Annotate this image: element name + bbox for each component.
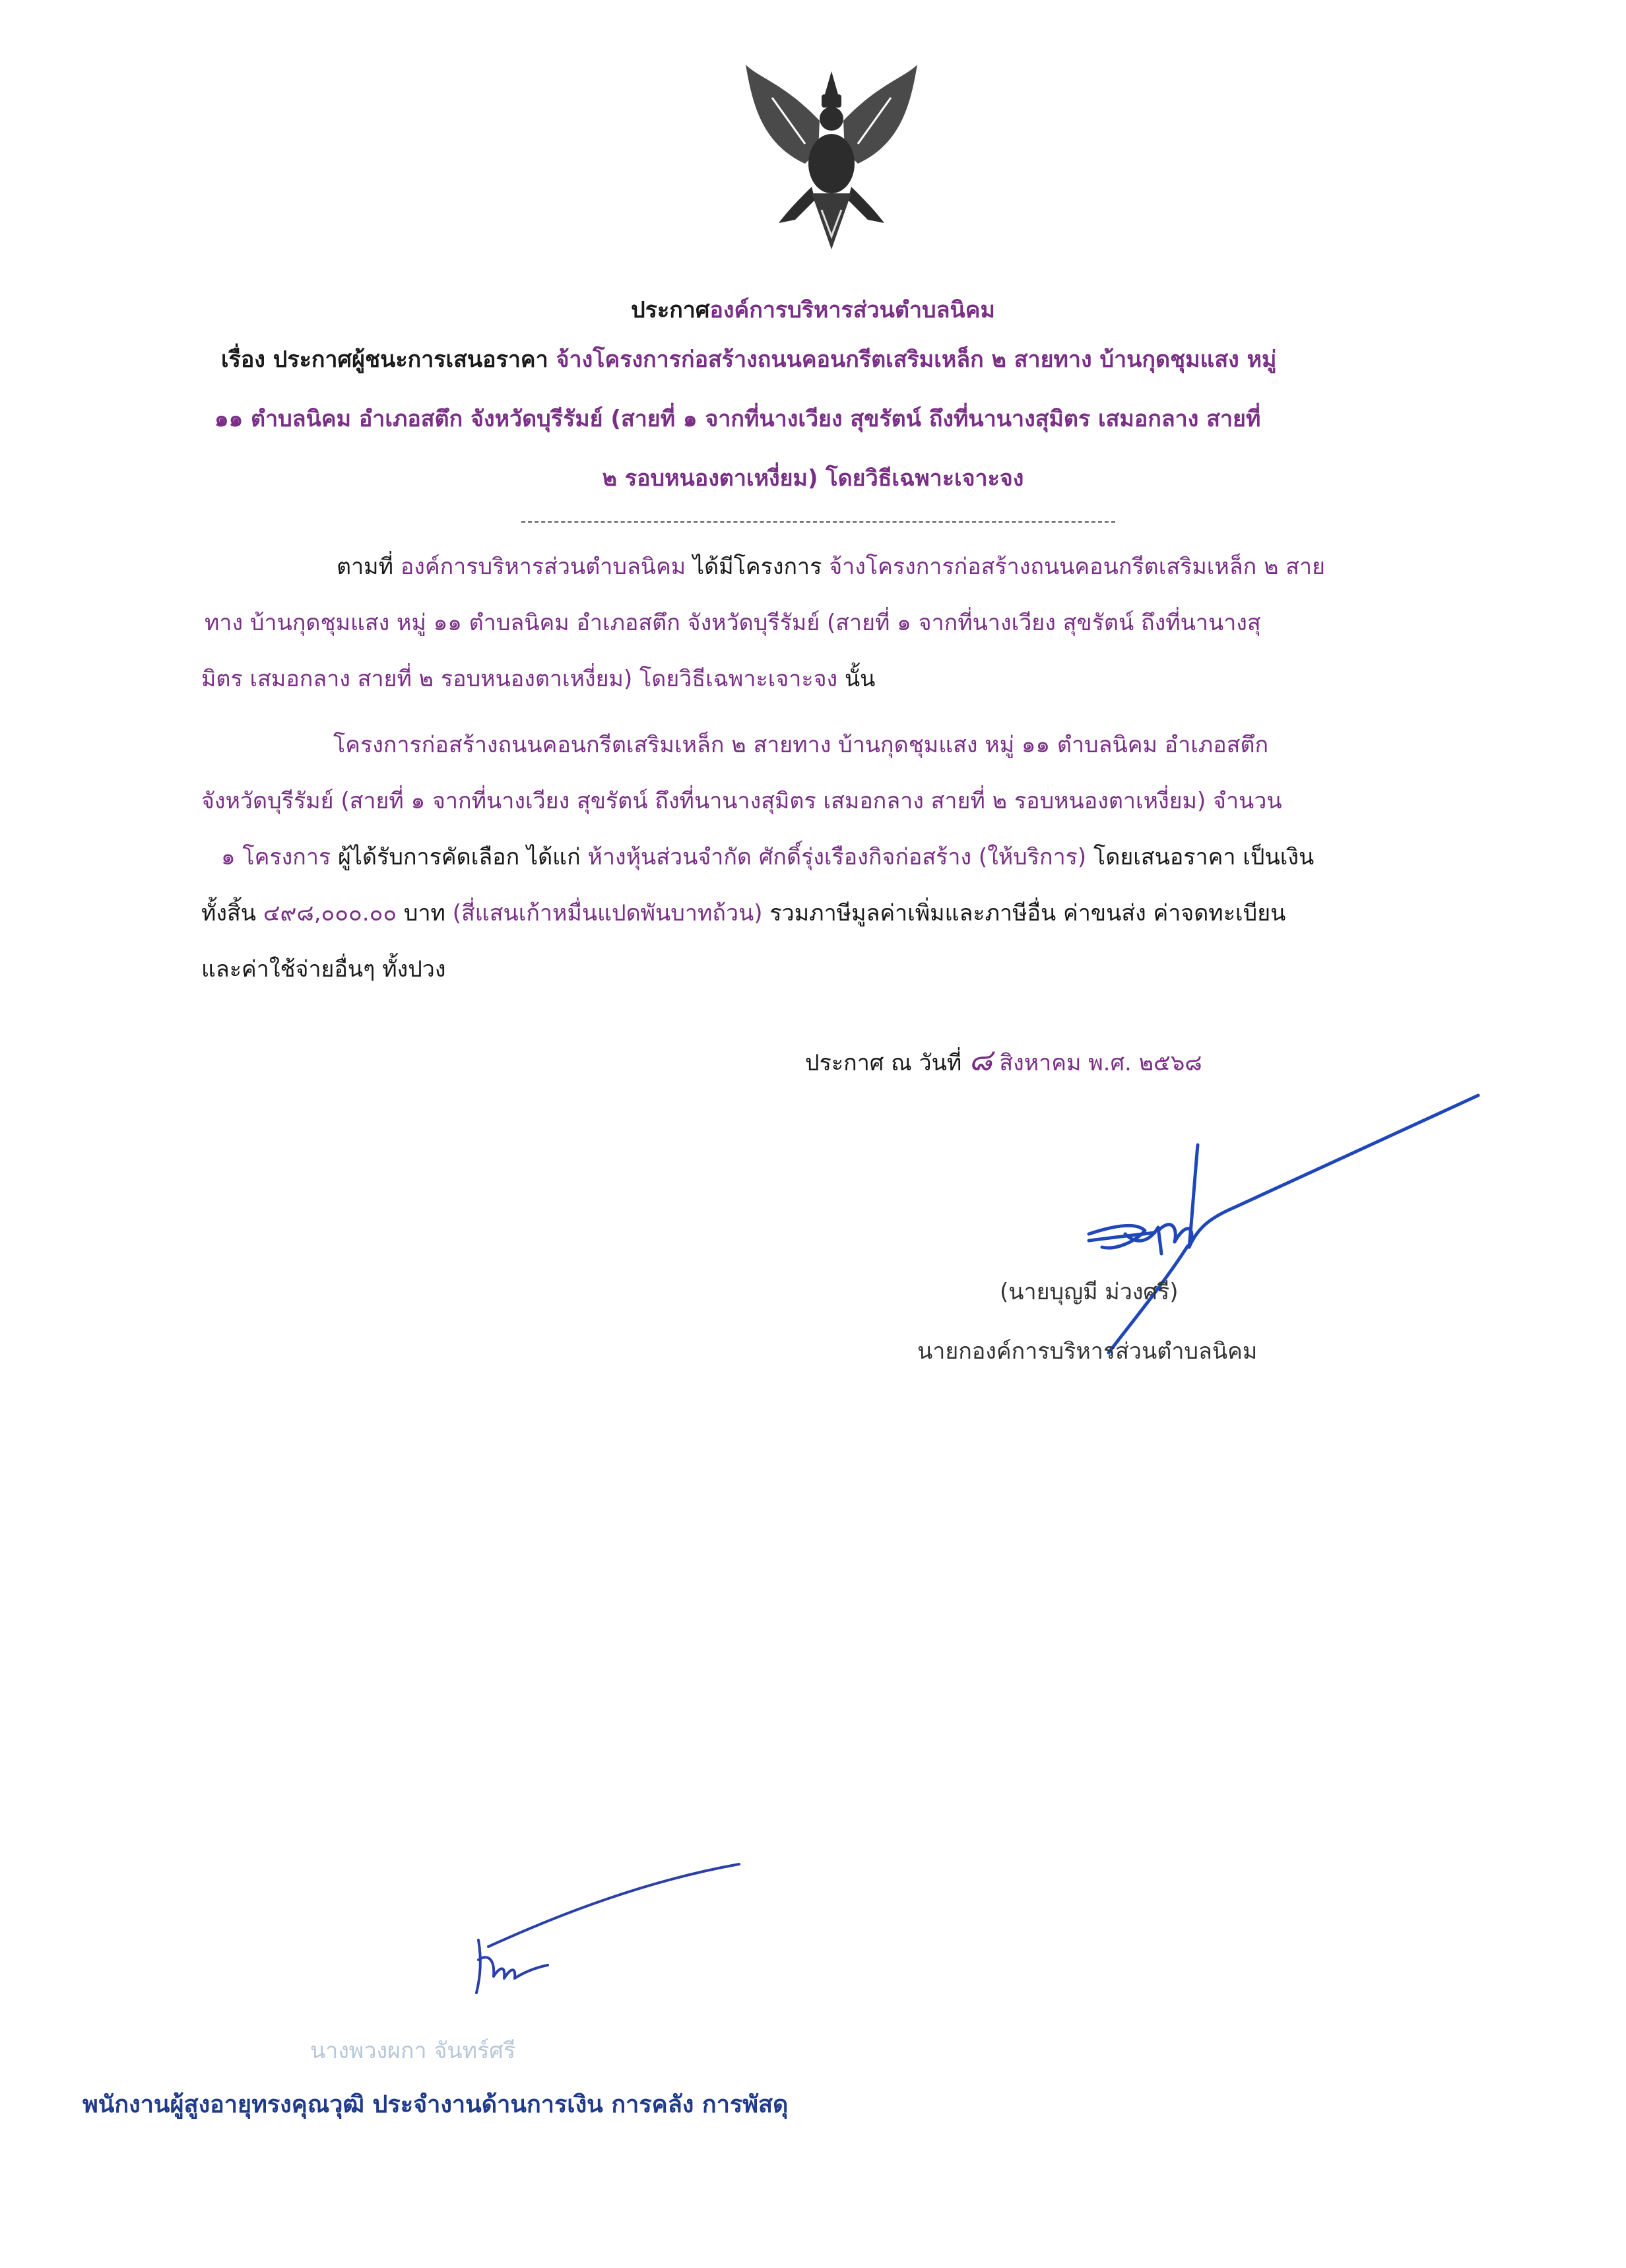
- title-prefix: ประกาศ: [631, 297, 710, 323]
- p1-l1-d: จ้างโครงการก่อสร้างถนนคอนกรีตเสริมเหล็ก ๒ สาย: [829, 554, 1326, 580]
- signatory-position: นายกองค์การบริหารส่วนตำบลนิคม: [917, 1338, 1258, 1365]
- p2-l4-b: ๔๙๘,๐๐๐.๐๐: [263, 900, 397, 926]
- paragraph1-line3: [201, 650, 875, 708]
- p2-l3-b: ๑ โครงการ: [221, 844, 331, 870]
- p2-l3-d: ห้างหุ้นส่วนจำกัด ศักดิ์รุ่งเรืองกิจก่อสร้าง (ให้บริการ): [587, 844, 1087, 870]
- p2-l3-e: โดยเสนอราคา เป็นเงิน: [1086, 844, 1315, 870]
- signatory-name: (นายบุญมี ม่วงศรี): [1000, 1279, 1179, 1305]
- title-organization: องค์การบริหารส่วนตำบลนิคม: [709, 297, 995, 323]
- subject-text-1: จ้างโครงการก่อสร้างถนนคอนกรีตเสริมเหล็ก ๒ สายทาง บ้านกุดชุมแสง หมู่: [556, 346, 1277, 373]
- p2-l4-e: รวมภาษีมูลค่าเพิ่มและภาษีอื่น ค่าขนส่ง ค่าจดทะเบียน: [762, 900, 1286, 926]
- date-day: ๘: [969, 1042, 992, 1078]
- paragraph1-line1: [337, 538, 1325, 596]
- p1-l1-c: ได้มีโครงการ: [686, 554, 829, 580]
- staff-name: นางพวงผกา จันทร์ศรี: [310, 2038, 516, 2064]
- p2-l4-d: (สี่แสนเก้าหมื่นแปดพันบาทถ้วน): [452, 900, 763, 926]
- subject-line-3: ๒ รอบหนองตาเหงี่ยม) โดยวิธีเฉพาะเจาะจง: [602, 465, 1024, 492]
- garuda-emblem-icon: [732, 58, 930, 256]
- p1-l3-c: นั้น: [837, 666, 876, 692]
- divider-rule: [521, 521, 1115, 523]
- signature-staff-icon: [462, 1861, 765, 2019]
- subject-line-2: ๑๑ ตำบลนิคม อำเภอสตึก จังหวัดบุรีรัมย์ (สายที่ ๑ จากที่นางเวียง สุขรัตน์ ถึงที่นานางสุมิตร เสมอกลาง สายที่: [214, 406, 1261, 432]
- subject-line-1: [221, 330, 1276, 389]
- date-prefix: ประกาศ ณ วันที่: [805, 1050, 962, 1076]
- paragraph2-line3: [221, 828, 1314, 886]
- signature-mayor-icon: [1010, 1069, 1485, 1359]
- p1-l1-b: องค์การบริหารส่วนตำบลนิคม: [400, 554, 686, 580]
- paragraph2-line1: โครงการก่อสร้างถนนคอนกรีตเสริมเหล็ก ๒ สายทาง บ้านกุดชุมแสง หมู่ ๑๑ ตำบลนิคม อำเภอสตึก: [333, 732, 1269, 758]
- paragraph1-line2: ทาง บ้านกุดชุมแสง หมู่ ๑๑ ตำบลนิคม อำเภอสตึก จังหวัดบุรีรัมย์ (สายที่ ๑ จากที่นางเวียง สุขรัตน์ ถึงที่นานางสุ: [205, 610, 1261, 636]
- paragraph2-line2: จังหวัดบุรีรัมย์ (สายที่ ๑ จากที่นางเวียง สุขรัตน์ ถึงที่นานางสุมิตร เสมอกลาง สายที่ ๒ รอบหนองตาเหงี่ยม) จำนวน: [201, 788, 1282, 814]
- paragraph2-line4: [201, 884, 1285, 942]
- paragraph2-line5: และค่าใช้จ่ายอื่นๆ ทั้งปวง: [201, 956, 446, 983]
- p2-l3-c: ผู้ได้รับการคัดเลือก ได้แก่: [331, 844, 588, 870]
- staff-position: พนักงานผู้สูงอายุทรงคุณวุฒิ ประจำงานด้านการเงิน การคลัง การพัสดุ: [82, 2091, 789, 2118]
- date-month-year: สิงหาคม พ.ศ. ๒๕๖๘: [999, 1050, 1202, 1076]
- p1-l3-b: มิตร เสมอกลาง สายที่ ๒ รอบหนองตาเหงี่ยม) โดยวิธีเฉพาะเจาะจง: [201, 666, 838, 692]
- p2-l4-a: ทั้งสิ้น: [201, 900, 263, 926]
- p2-l4-c: บาท: [397, 900, 453, 926]
- subject-prefix: เรื่อง ประกาศผู้ชนะการเสนอราคา: [221, 346, 556, 373]
- p1-l1-a: ตามที่: [337, 554, 401, 580]
